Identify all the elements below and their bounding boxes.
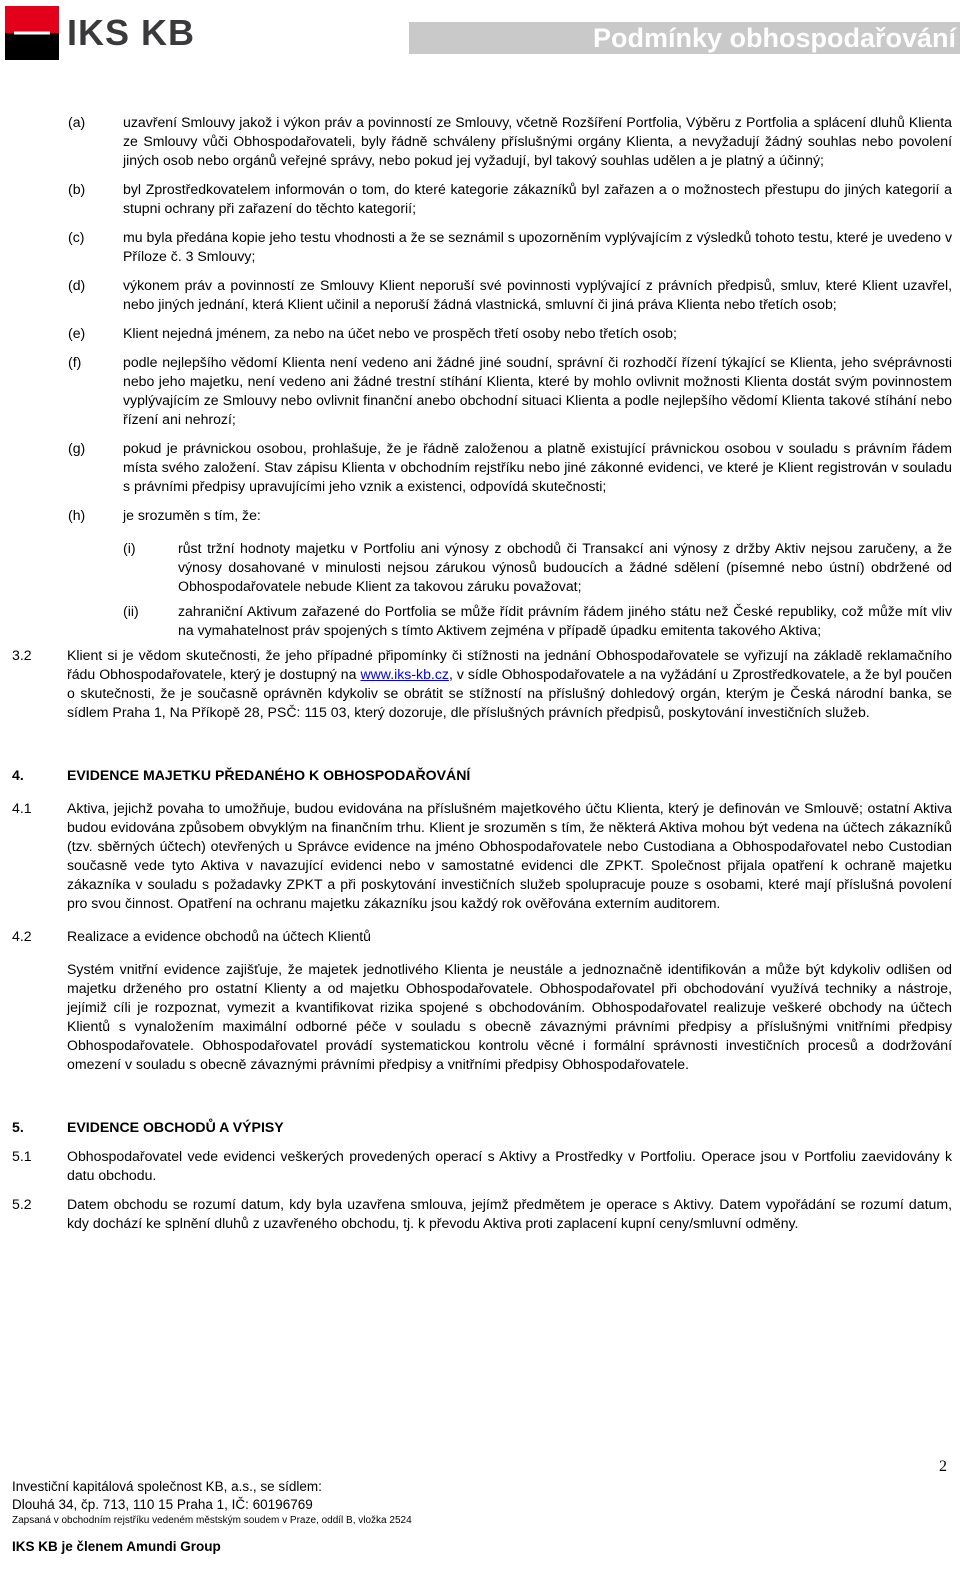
section-heading-4 (12, 766, 952, 785)
item-text: růst tržní hodnoty majetku v Portfoliu ani výnosy z obchodů či Transakcí ani výnosy z držby Aktiv nejsou zaručeny, a že výnosy dosahované v minulosti nejsou zárukou výnosů budoucích a žádné sdělení (písemné nebo ústní) obdržené od Obhospodařovatele nebude Klient za takovou záruku považovat; (178, 540, 952, 594)
item-label: (i) (123, 540, 136, 556)
clause-4-2 (12, 927, 952, 946)
item-label: (a) (68, 114, 86, 130)
clause-5-1 (12, 1147, 952, 1185)
item-text: podle nejlepšího vědomí Klienta není vedeno ani žádné jiné soudní, správní či rozhodčí řízení týkající se Klienta, jeho svéprávnosti nebo jeho majetku, není vedeno ani žádné trestní stíhání Klienta, které by mohlo ovlivnit možnosti Klienta dostát svým povinnostem vyplývajícím ze Smlouvy nebo ovlivnit finanční anebo obchodní situaci Klienta a podle nejlepšího vědomí Klienta takové stíhání nebo řízení ani nehrozí; (123, 354, 952, 427)
section-heading-5 (12, 1118, 952, 1137)
footer-address: Dlouhá 34, čp. 713, 110 15 Praha 1, IČ: 60196769 (12, 1497, 313, 1512)
clause-text: Obhospodařovatel vede evidenci veškerých provedených operací s Aktivy a Prostředky v Portfoliu. Operace jsou v Portfoliu zaevidovány k datu obchodu. (67, 1148, 952, 1183)
footer-registry: Zapsaná v obchodním rejstříku vedeném městským soudem v Praze, oddíl B, vložka 2524 (12, 1515, 412, 1526)
item-label: (f) (68, 354, 82, 370)
clause-4-2-body (12, 960, 952, 1074)
list-item (12, 353, 952, 429)
section-number: 4. (12, 767, 24, 783)
document-body (12, 113, 952, 1233)
page-footer (12, 1458, 952, 1556)
document-title: Podmínky obhospodařování (592, 23, 956, 53)
item-label: (e) (68, 325, 86, 341)
item-text: byl Zprostředkovatelem informován o tom, do které kategorie zákazníků byl zařazen a o možnostech přestupu do jiných kategorií a stupni ochrany při zařazení do těchto kategorií; (123, 181, 952, 216)
list-item (12, 506, 952, 525)
iks-kb-link[interactable]: www.iks-kb.cz (360, 666, 449, 682)
item-label: (c) (68, 229, 85, 245)
list-item (12, 228, 952, 266)
list-item (12, 602, 952, 640)
section-title: EVIDENCE OBCHODŮ A VÝPISY (67, 1119, 284, 1135)
item-text: Klient nejedná jménem, za nebo na účet nebo ve prospěch třetí osoby nebo třetích osob; (123, 325, 677, 341)
clause-text: Aktiva, jejichž povaha to umožňuje, budou evidována na příslušném majetkového účtu Klienta, který je definován ve Smlouvě; ostatní Aktiva budou evidována způsobem obvyklým na finančním trhu. Klient je srozuměn s tím, že některá Aktiva mohou být vedena na účtech zákazníků (tzv. sběrných účtech) otevřených u Správce evidence na jméno Obhospodařovatele nebo Custodiana a Obhospodařovatel nebo Custodian současně vede tyto Aktiva v navazující evidenci nebo v samostatné evidenci dle ZPKT. Společnost přijala opatření k ochraně majetku zákazníka v souladu s požadavky ZPKT a při poskytování investičních služeb spolupracuje pouze s osobami, které mají příslušná povolení pro svou činnost. Opatření na ochranu majetku zákazníku jsou každý rok ověřována externím auditorem. (67, 800, 952, 911)
list-item (12, 113, 952, 170)
clause-number: 4.2 (12, 928, 32, 944)
clause-number: 4.1 (12, 800, 32, 816)
item-label: (g) (68, 440, 86, 456)
list-item (12, 439, 952, 496)
footer-company: Investiční kapitálová společnost KB, a.s., se sídlem: (12, 1479, 322, 1494)
kb-logo-icon (5, 6, 59, 60)
item-label: (d) (68, 277, 86, 293)
list-item (12, 180, 952, 218)
clause-5-2 (12, 1195, 952, 1233)
logo-text: IKS KB (67, 12, 196, 53)
section-title: EVIDENCE MAJETKU PŘEDANÉHO K OBHOSPODAŘOVÁNÍ (67, 767, 471, 783)
section-number: 5. (12, 1119, 24, 1135)
item-label: (h) (68, 507, 86, 523)
item-text: pokud je právnickou osobou, prohlašuje, že je řádně založenou a platně existující právnickou osobou v souladu s právním řádem místa svého založení. Stav zápisu Klienta v obchodním rejstříku nebo jiné zákonné evidenci, ve které je Klient registrován v souladu s právními předpisy upravujícími jeho vznik a existenci, odpovídá skutečnosti; (123, 440, 952, 494)
clause-text: Datem obchodu se rozumí datum, kdy byla uzavřena smlouva, jejímž předmětem je operace s Aktivy. Datem vypořádání se rozumí datum, kdy dochází ke splnění dluhů z uzavřeného obchodu, tj. k převodu Aktiva proti zaplacení kupní ceny/smluvní odměny. (67, 1196, 952, 1231)
company-logo (5, 6, 200, 60)
list-item (12, 276, 952, 314)
footer-group: IKS KB je členem Amundi Group (12, 1539, 221, 1554)
clause-number: 5.1 (12, 1148, 32, 1164)
item-label: (b) (68, 181, 86, 197)
page-number: 2 (939, 1458, 947, 1475)
clause-title: Realizace a evidence obchodů na účtech Klientů (67, 928, 372, 944)
clause-number: 3.2 (12, 647, 32, 663)
item-text: výkonem práv a povinností ze Smlouvy Klient neporuší své povinnosti vyplývající z právních předpisů, smluv, které Klient uzavřel, nebo jiných jednání, která Klient učinil a neporuší žádná vlastnická, smluvní či jiná práva Klienta nebo třetích osob; (123, 277, 952, 312)
clause-3-2 (12, 646, 952, 722)
clause-text: Systém vnitřní evidence zajišťuje, že majetek jednotlivého Klienta je neustále a jednoznačně identifikován a může být kdykoliv odlišen od majetku drženého pro ostatní Klienty a od majetku Obhospodařovatele. Obhospodařovatel při obchodování využívá techniky a nástroje, jejímiž cíli je rozpoznat, vymezit a kvantifikovat rizika spojené s obchodováním. Obhospodařovatel realizuje veškeré obchody na účtech Klientů s vynaložením maximální odborné péče v souladu s obecně závaznými právními předpisy a příslušnými vnitřními předpisy Obhospodařovatele. Obhospodařovatel provádí systematickou kontrolu věcné i formální správnosti investičních procesů a dodržování omezení v souladu s obecně závaznými právními předpisy a vnitřními předpisy Obhospodařovatele. (67, 961, 952, 1072)
item-text: je srozuměn s tím, že: (123, 507, 261, 523)
list-item (12, 539, 952, 596)
list-item (12, 324, 952, 343)
item-text: uzavření Smlouvy jakož i výkon práv a povinností ze Smlouvy, včetně Rozšíření Portfolia, Výběru z Portfolia a splácení dluhů Klienta ze Smlouvy vůči Obhospodařovateli, byly řádně schváleny příslušnými orgány Klienta, a nevyžadují žádný souhlas nebo povolení jiných osob nebo orgánů veřejné správy, nebo pokud jej vyžadují, byl takový souhlas udělen a je platný a účinný; (123, 114, 952, 168)
clause-number: 5.2 (12, 1196, 32, 1212)
clause-4-1 (12, 799, 952, 913)
item-text: mu byla předána kopie jeho testu vhodnosti a že se seznámil s upozorněním vyplývajícím z výsledků tohoto testu, které je uvedeno v Příloze č. 3 Smlouvy; (123, 229, 952, 264)
item-text: zahraniční Aktivum zařazené do Portfolia se může řídit právním řádem jiného státu než České republiky, což může mít vliv na vymahatelnost práv spojených s tímto Aktivem zejména v případě úpadku emitenta takového Aktiva; (178, 603, 952, 638)
clause-text: Klient si je vědom skutečnosti, že jeho případné připomínky či stížnosti na jednání Obhospodařovatele se vyřizují na základě reklamačního řádu Obhospodařovatele, který je dostupný na www.iks-kb.cz, v sídle Obhospodařovatele a na vyžádání u Zprostředkovatele, a že byl poučen o skutečnosti, že je současně oprávněn kdykoliv se obrátit se stížností na příslušný dohledový orgán, kterým je Česká národní banka, se sídlem Praha 1, Na Příkopě 28, PSČ: 115 03, který dozoruje, dle příslušných právních předpisů, poskytování investičních služeb. (67, 647, 952, 720)
title-bar (409, 22, 960, 54)
item-label: (ii) (123, 603, 139, 619)
